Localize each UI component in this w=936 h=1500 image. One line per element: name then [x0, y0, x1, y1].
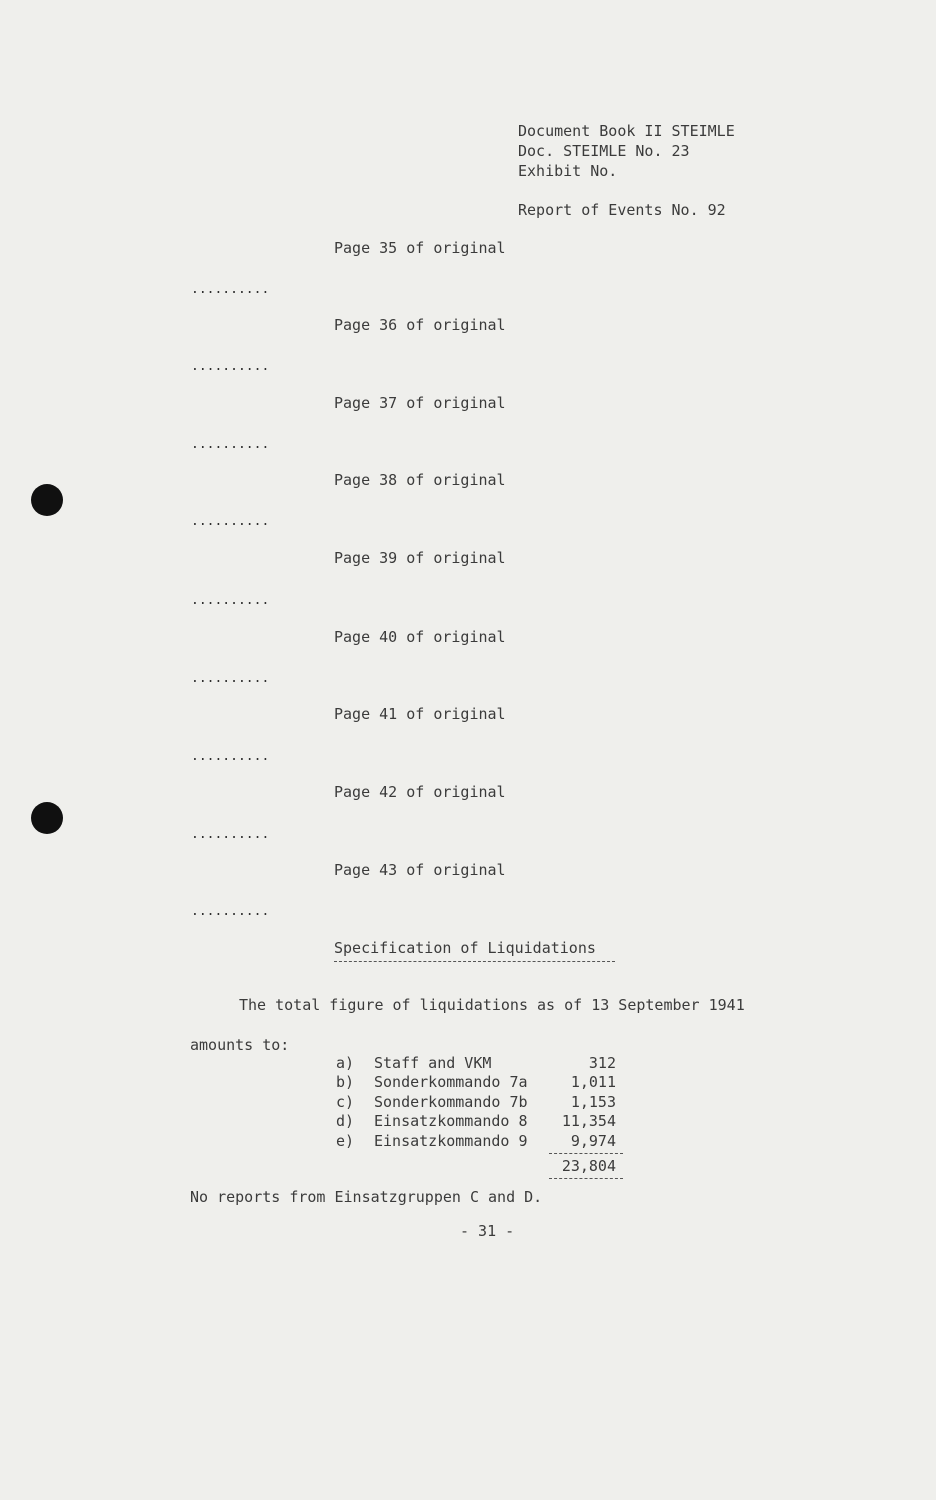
separator-dots: ..........: [191, 827, 270, 842]
header-report: Report of Events No. 92: [518, 201, 726, 219]
header-doc: Doc. STEIMLE No. 23: [518, 142, 690, 160]
total-underline: [549, 1178, 623, 1179]
page-label: Page 40 of original: [334, 628, 506, 646]
separator-dots: ..........: [191, 671, 270, 686]
row-count: 11,354: [561, 1112, 616, 1130]
note-line: No reports from Einsatzgruppen C and D.: [190, 1188, 543, 1206]
row-letter: c): [336, 1093, 355, 1111]
page-label: Page 43 of original: [334, 861, 506, 879]
row-letter: b): [336, 1073, 355, 1091]
page-number: - 31 -: [460, 1222, 515, 1240]
row-count: 1,153: [570, 1093, 616, 1111]
row-unit: Sonderkommando 7b: [374, 1093, 528, 1111]
row-count: 1,011: [570, 1073, 616, 1091]
row-letter: d): [336, 1112, 355, 1130]
page-label: Page 41 of original: [334, 705, 506, 723]
total-count: 23,804: [561, 1157, 616, 1175]
separator-dots: ..........: [191, 904, 270, 919]
specification-title: Specification of Liquidations: [334, 939, 596, 957]
page-label: Page 39 of original: [334, 549, 506, 567]
row-letter: a): [336, 1054, 355, 1072]
sum-line: [549, 1153, 623, 1154]
row-unit: Einsatzkommando 8: [374, 1112, 528, 1130]
separator-dots: ..........: [191, 359, 270, 374]
row-count: 9,974: [570, 1132, 616, 1150]
page-label: Page 37 of original: [334, 394, 506, 412]
separator-dots: ..........: [191, 593, 270, 608]
page-label: Page 35 of original: [334, 239, 506, 257]
title-underline: [334, 961, 615, 962]
row-letter: e): [336, 1132, 355, 1150]
separator-dots: ..........: [191, 282, 270, 297]
intro-line-2: amounts to:: [190, 1036, 290, 1054]
header-exhibit: Exhibit No.: [518, 162, 618, 180]
intro-line-1: The total figure of liquidations as of 13 September 1941: [239, 996, 745, 1014]
punch-hole-top: [31, 484, 63, 516]
row-unit: Sonderkommando 7a: [374, 1073, 528, 1091]
punch-hole-bottom: [31, 802, 63, 834]
page-label: Page 38 of original: [334, 471, 506, 489]
separator-dots: ..........: [191, 749, 270, 764]
row-count: 312: [588, 1054, 616, 1072]
page-label: Page 36 of original: [334, 316, 506, 334]
separator-dots: ..........: [191, 514, 270, 529]
row-unit: Staff and VKM: [374, 1054, 492, 1072]
page-label: Page 42 of original: [334, 783, 506, 801]
header-book: Document Book II STEIMLE: [518, 122, 735, 140]
separator-dots: ..........: [191, 437, 270, 452]
row-unit: Einsatzkommando 9: [374, 1132, 528, 1150]
